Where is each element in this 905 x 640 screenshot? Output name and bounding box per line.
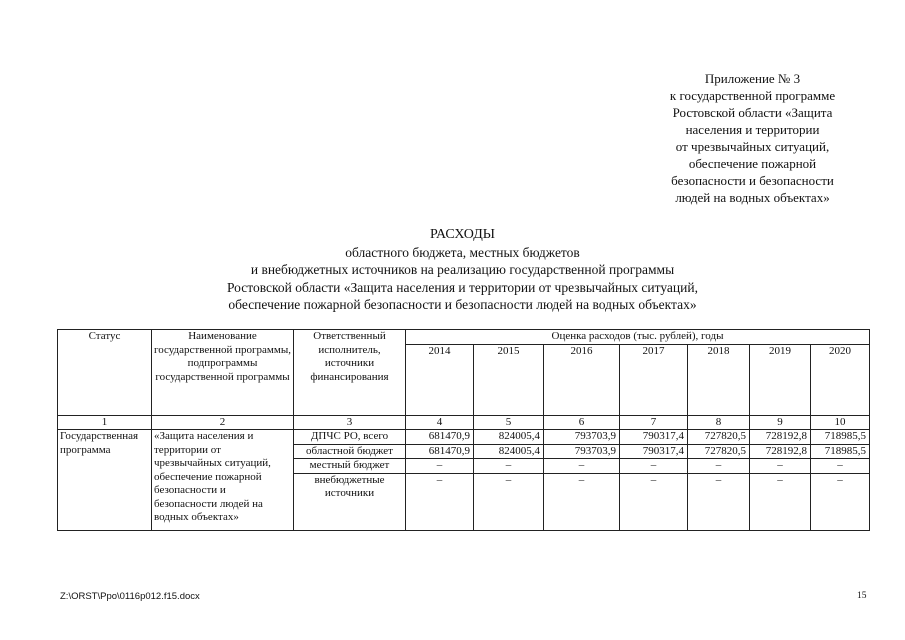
appendix-block	[640, 70, 865, 206]
table-cell: 728192,8	[750, 444, 811, 459]
column-number: 2	[152, 415, 294, 430]
document-title: РАСХОДЫ	[430, 227, 495, 242]
header-year: 2016	[544, 344, 620, 415]
funding-source: ДПЧС РО, всего	[294, 430, 406, 445]
appendix-line: людей на водных объектах»	[675, 190, 830, 205]
table-cell: 824005,4	[474, 430, 544, 445]
table-cell: –	[750, 473, 811, 530]
table-cell: 728192,8	[750, 430, 811, 445]
file-path: Z:\ORST\Ppo\0116p012.f15.docx	[60, 591, 200, 602]
header-estimate: Оценка расходов (тыс. рублей), годы	[406, 330, 870, 345]
header-status: Статус	[58, 330, 152, 416]
appendix-line: населения и территории	[685, 122, 820, 137]
table-cell: 824005,4	[474, 444, 544, 459]
program-status: Государственная программа	[58, 430, 152, 531]
table-row	[58, 430, 870, 445]
document-heading	[150, 226, 775, 314]
column-number-row	[58, 415, 870, 430]
table-cell: 718985,5	[811, 430, 870, 445]
column-number: 10	[811, 415, 870, 430]
header-year: 2020	[811, 344, 870, 415]
heading-line: обеспечение пожарной безопасности и безопасности людей на водных объектах»	[228, 297, 697, 312]
column-number: 8	[688, 415, 750, 430]
column-number: 1	[58, 415, 152, 430]
header-year: 2015	[474, 344, 544, 415]
table-cell: –	[474, 459, 544, 474]
table-cell: –	[688, 473, 750, 530]
heading-line: и внебюджетных источников на реализацию государственной программы	[250, 262, 675, 277]
appendix-line: обеспечение пожарной	[688, 156, 817, 171]
header-name: Наименование государственной программы, подпрограммы государственной программы	[152, 330, 294, 416]
expenses-table	[57, 329, 870, 531]
header-year: 2019	[750, 344, 811, 415]
table-cell: –	[406, 473, 474, 530]
appendix-line: Ростовской области «Защита	[672, 105, 833, 120]
table-cell: –	[811, 473, 870, 530]
funding-source: внебюджетные источники	[294, 473, 406, 530]
table-cell: –	[811, 459, 870, 474]
table-cell: 727820,5	[688, 430, 750, 445]
appendix-line: Приложение № 3	[704, 71, 801, 86]
table-cell: –	[688, 459, 750, 474]
column-number: 6	[544, 415, 620, 430]
appendix-line: безопасности и безопасности	[671, 173, 834, 188]
funding-source: областной бюджет	[294, 444, 406, 459]
heading-line: областного бюджета, местных бюджетов	[345, 244, 580, 260]
header-row	[58, 330, 870, 345]
column-number: 9	[750, 415, 811, 430]
table-cell: 718985,5	[811, 444, 870, 459]
page-number: 15	[857, 591, 867, 601]
column-number: 3	[294, 415, 406, 430]
table-cell: 793703,9	[544, 444, 620, 459]
table-cell: –	[544, 459, 620, 474]
column-number: 5	[474, 415, 544, 430]
table-cell: –	[474, 473, 544, 530]
header-responsible: Ответственный исполнитель, источники финансирования	[294, 330, 406, 416]
heading-line: Ростовской области «Защита населения и территории от чрезвычайных ситуаций,	[227, 279, 698, 295]
table-cell: 681470,9	[406, 430, 474, 445]
table-cell: –	[544, 473, 620, 530]
table-cell: 790317,4	[620, 430, 688, 445]
table-cell: 681470,9	[406, 444, 474, 459]
table-cell: 790317,4	[620, 444, 688, 459]
table-cell: –	[620, 459, 688, 474]
appendix-line: к государственной программе	[669, 88, 836, 103]
funding-source: местный бюджет	[294, 459, 406, 474]
appendix-line: от чрезвычайных ситуаций,	[675, 139, 830, 154]
table-cell: –	[620, 473, 688, 530]
header-year: 2018	[688, 344, 750, 415]
program-name: «Защита населения и территории от чрезвычайных ситуаций, обеспечение пожарной безопасности и безопасности людей на водных объектах»	[152, 430, 294, 531]
table-cell: –	[406, 459, 474, 474]
column-number: 4	[406, 415, 474, 430]
table-cell: –	[750, 459, 811, 474]
table-cell: 793703,9	[544, 430, 620, 445]
table-cell: 727820,5	[688, 444, 750, 459]
header-year: 2017	[620, 344, 688, 415]
header-year: 2014	[406, 344, 474, 415]
column-number: 7	[620, 415, 688, 430]
